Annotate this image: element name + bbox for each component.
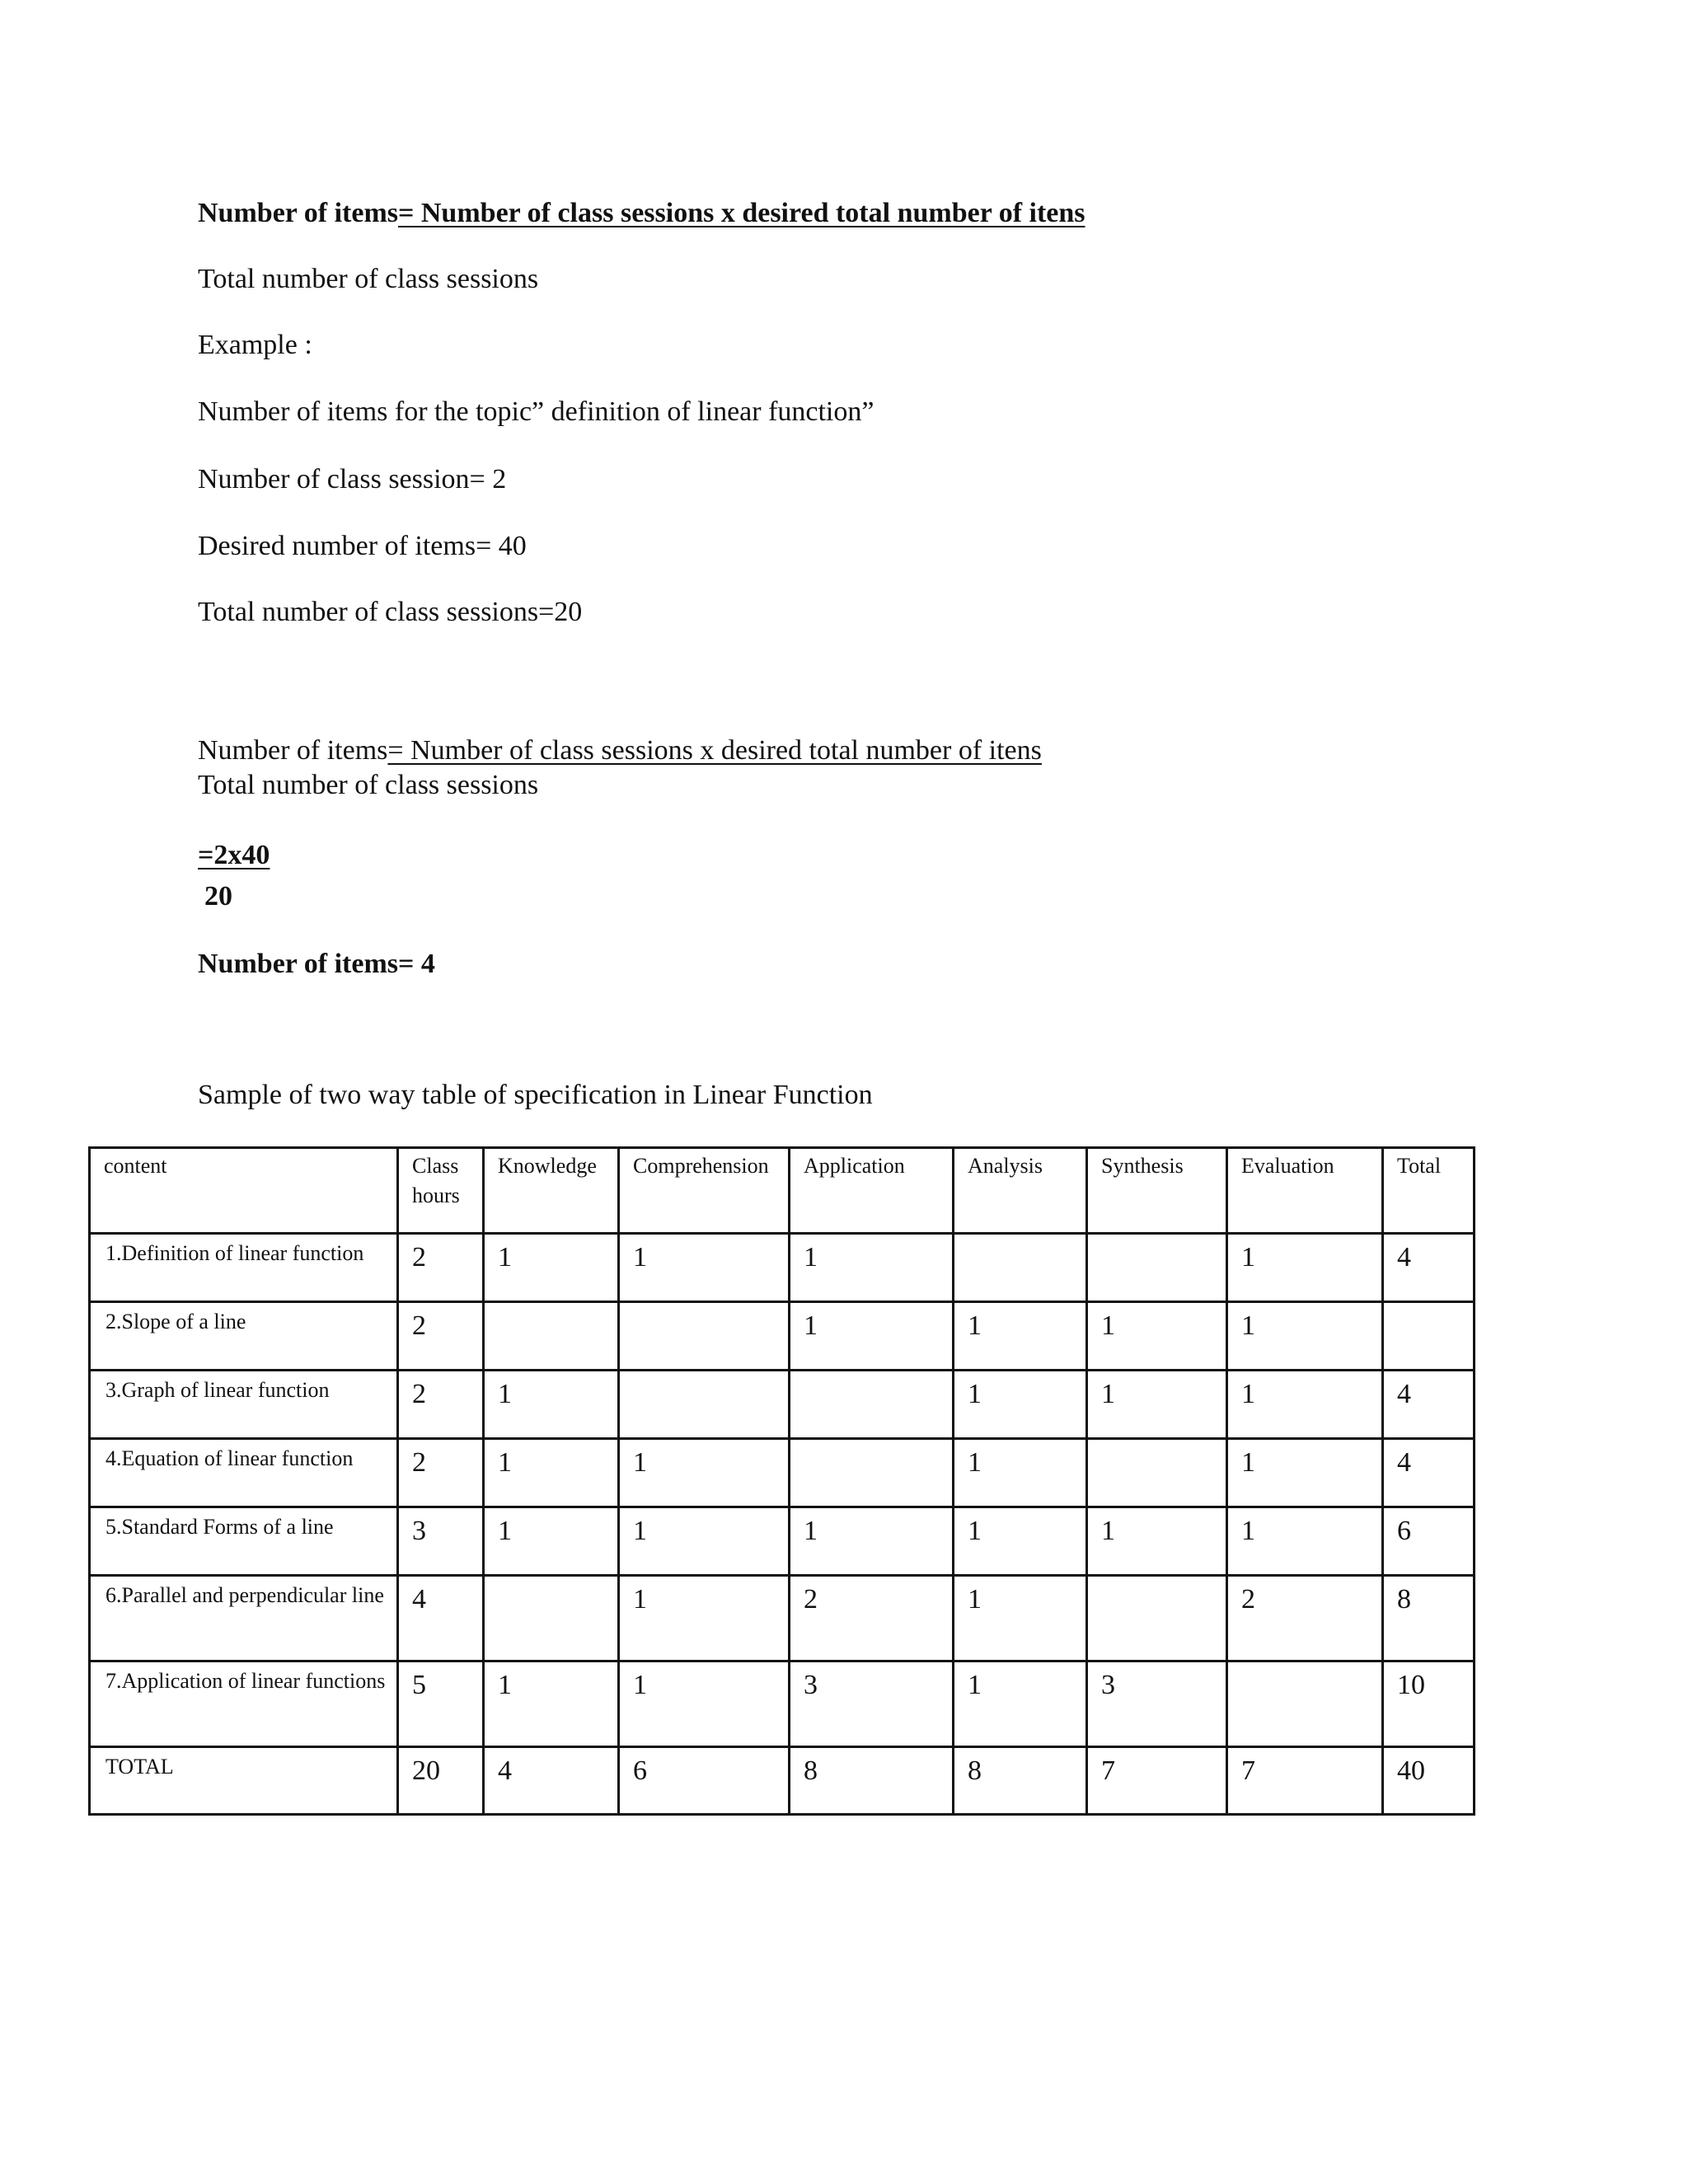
- row-content: 4.Equation of linear function: [90, 1439, 398, 1507]
- row-evaluation: 1: [1227, 1371, 1383, 1439]
- row-evaluation: 1: [1227, 1234, 1383, 1302]
- row-knowledge: 1: [484, 1507, 619, 1576]
- example-heading: Example :: [198, 330, 312, 360]
- example-topic: Number of items for the topic” definition of linear function”: [198, 396, 874, 427]
- row-synthesis: [1087, 1576, 1227, 1661]
- table-row: [90, 1661, 1475, 1747]
- formula-label: Number of items: [198, 198, 398, 228]
- row-comprehension: 1: [619, 1507, 790, 1576]
- row-total: 8: [1383, 1576, 1475, 1661]
- formula-numerator: = Number of class sessions x desired total number of itens: [398, 198, 1085, 228]
- row-synthesis: 3: [1087, 1661, 1227, 1747]
- row-application: 1: [790, 1302, 954, 1371]
- row-total: 6: [1383, 1507, 1475, 1576]
- row-comprehension: 1: [619, 1661, 790, 1747]
- row-comprehension: 1: [619, 1576, 790, 1661]
- row-comprehension: [619, 1302, 790, 1371]
- row-content: 7.Application of linear functions: [90, 1661, 398, 1747]
- row-class-hours: 2: [398, 1371, 484, 1439]
- row-comprehension: 6: [619, 1747, 790, 1815]
- table-row: [90, 1302, 1475, 1371]
- example-desired-items: Desired number of items= 40: [198, 531, 527, 561]
- header-class-hours: Class hours: [398, 1148, 484, 1234]
- table-total-row: [90, 1747, 1475, 1815]
- row-total: 10: [1383, 1661, 1475, 1747]
- row-total: 40: [1383, 1747, 1475, 1815]
- specification-table: [88, 1146, 1475, 1816]
- formula-repeat-line: [198, 734, 1042, 767]
- row-evaluation: 1: [1227, 1439, 1383, 1507]
- row-comprehension: 1: [619, 1234, 790, 1302]
- calc-denominator: 20: [204, 881, 232, 912]
- table-row: [90, 1371, 1475, 1439]
- row-knowledge: [484, 1302, 619, 1371]
- table-row: [90, 1576, 1475, 1661]
- header-comprehension: Comprehension: [619, 1148, 790, 1234]
- row-synthesis: 7: [1087, 1747, 1227, 1815]
- row-evaluation: 1: [1227, 1507, 1383, 1576]
- row-knowledge: 4: [484, 1747, 619, 1815]
- calc-numerator: =2x40: [198, 840, 270, 870]
- row-application: 8: [790, 1747, 954, 1815]
- header-evaluation: Evaluation: [1227, 1148, 1383, 1234]
- row-total: 4: [1383, 1234, 1475, 1302]
- table-row: [90, 1439, 1475, 1507]
- row-analysis: 1: [954, 1507, 1087, 1576]
- table-row: [90, 1234, 1475, 1302]
- header-application: Application: [790, 1148, 954, 1234]
- row-total: 4: [1383, 1439, 1475, 1507]
- row-evaluation: 2: [1227, 1576, 1383, 1661]
- row-comprehension: 1: [619, 1439, 790, 1507]
- row-application: [790, 1439, 954, 1507]
- header-analysis: Analysis: [954, 1148, 1087, 1234]
- row-application: 2: [790, 1576, 954, 1661]
- formula-repeat-numerator: = Number of class sessions x desired total number of itens: [387, 735, 1042, 766]
- row-total: 4: [1383, 1371, 1475, 1439]
- row-content: 6.Parallel and perpendicular line: [90, 1576, 398, 1661]
- row-analysis: 1: [954, 1661, 1087, 1747]
- row-class-hours: 2: [398, 1439, 484, 1507]
- example-total-sessions: Total number of class sessions=20: [198, 597, 583, 627]
- row-application: 3: [790, 1661, 954, 1747]
- row-synthesis: [1087, 1234, 1227, 1302]
- row-knowledge: 1: [484, 1661, 619, 1747]
- row-comprehension: [619, 1371, 790, 1439]
- row-content: 2.Slope of a line: [90, 1302, 398, 1371]
- row-content: 1.Definition of linear function: [90, 1234, 398, 1302]
- row-class-hours: 3: [398, 1507, 484, 1576]
- header-content: content: [90, 1148, 398, 1234]
- row-knowledge: [484, 1576, 619, 1661]
- row-content: 3.Graph of linear function: [90, 1371, 398, 1439]
- row-knowledge: 1: [484, 1371, 619, 1439]
- calc-result: Number of items= 4: [198, 949, 435, 979]
- header-knowledge: Knowledge: [484, 1148, 619, 1234]
- formula-repeat-label: Number of items: [198, 735, 388, 766]
- row-synthesis: [1087, 1439, 1227, 1507]
- table-caption: Sample of two way table of specification in Linear Function: [198, 1080, 873, 1110]
- row-class-hours: 4: [398, 1576, 484, 1661]
- table-row: [90, 1507, 1475, 1576]
- formula-line: [198, 197, 1085, 230]
- row-analysis: [954, 1234, 1087, 1302]
- row-analysis: 1: [954, 1439, 1087, 1507]
- row-evaluation: 7: [1227, 1747, 1383, 1815]
- row-analysis: 1: [954, 1576, 1087, 1661]
- formula-repeat-denominator: Total number of class sessions: [198, 770, 539, 800]
- row-analysis: 1: [954, 1302, 1087, 1371]
- row-content: 5.Standard Forms of a line: [90, 1507, 398, 1576]
- row-application: [790, 1371, 954, 1439]
- table-header-row: [90, 1148, 1475, 1234]
- header-synthesis: Synthesis: [1087, 1148, 1227, 1234]
- row-class-hours: 2: [398, 1302, 484, 1371]
- row-class-hours: 5: [398, 1661, 484, 1747]
- row-synthesis: 1: [1087, 1371, 1227, 1439]
- row-evaluation: 1: [1227, 1302, 1383, 1371]
- row-class-hours: 2: [398, 1234, 484, 1302]
- row-class-hours: 20: [398, 1747, 484, 1815]
- formula-denominator: Total number of class sessions: [198, 264, 539, 294]
- row-knowledge: 1: [484, 1439, 619, 1507]
- row-application: 1: [790, 1507, 954, 1576]
- example-sessions: Number of class session= 2: [198, 464, 507, 494]
- row-application: 1: [790, 1234, 954, 1302]
- row-synthesis: 1: [1087, 1302, 1227, 1371]
- row-total: [1383, 1302, 1475, 1371]
- row-knowledge: 1: [484, 1234, 619, 1302]
- row-analysis: 8: [954, 1747, 1087, 1815]
- header-total: Total: [1383, 1148, 1475, 1234]
- row-synthesis: 1: [1087, 1507, 1227, 1576]
- row-content: TOTAL: [90, 1747, 398, 1815]
- row-evaluation: [1227, 1661, 1383, 1747]
- row-analysis: 1: [954, 1371, 1087, 1439]
